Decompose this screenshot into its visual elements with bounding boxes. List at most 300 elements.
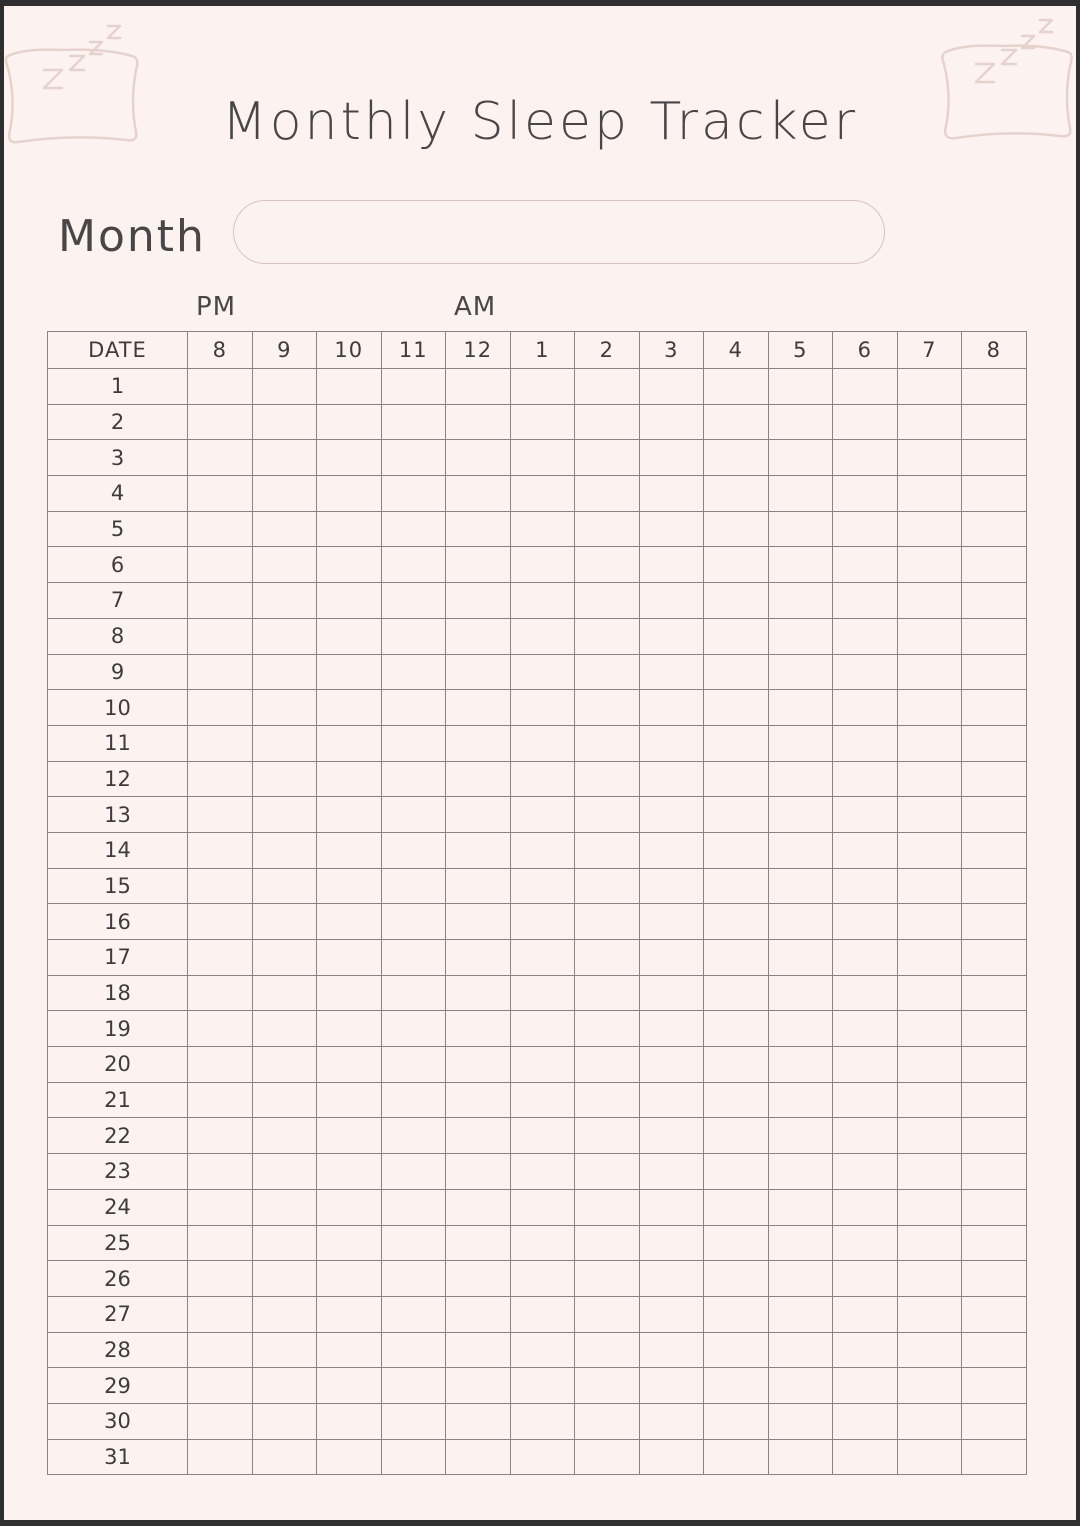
sleep-hour-cell[interactable] [252,1261,317,1297]
sleep-hour-cell[interactable] [317,1189,382,1225]
sleep-hour-cell[interactable] [252,725,317,761]
sleep-hour-cell[interactable] [833,1082,898,1118]
sleep-hour-cell[interactable] [962,1047,1027,1083]
sleep-hour-cell[interactable] [510,725,575,761]
sleep-hour-cell[interactable] [962,1332,1027,1368]
sleep-hour-cell[interactable] [704,654,769,690]
sleep-hour-cell[interactable] [704,1118,769,1154]
sleep-hour-cell[interactable] [704,511,769,547]
sleep-hour-cell[interactable] [188,583,253,619]
sleep-hour-cell[interactable] [768,1225,833,1261]
sleep-hour-cell[interactable] [381,1047,446,1083]
sleep-hour-cell[interactable] [897,654,962,690]
sleep-hour-cell[interactable] [381,1403,446,1439]
sleep-hour-cell[interactable] [639,1368,704,1404]
sleep-hour-cell[interactable] [962,1225,1027,1261]
sleep-hour-cell[interactable] [962,690,1027,726]
sleep-hour-cell[interactable] [446,940,511,976]
sleep-hour-cell[interactable] [381,440,446,476]
sleep-hour-cell[interactable] [639,1439,704,1475]
sleep-hour-cell[interactable] [446,868,511,904]
sleep-hour-cell[interactable] [510,583,575,619]
sleep-hour-cell[interactable] [317,1403,382,1439]
sleep-hour-cell[interactable] [768,511,833,547]
sleep-hour-cell[interactable] [897,547,962,583]
sleep-hour-cell[interactable] [833,761,898,797]
sleep-hour-cell[interactable] [833,654,898,690]
sleep-hour-cell[interactable] [639,618,704,654]
sleep-hour-cell[interactable] [510,1118,575,1154]
sleep-hour-cell[interactable] [381,618,446,654]
sleep-hour-cell[interactable] [575,832,640,868]
sleep-hour-cell[interactable] [962,1118,1027,1154]
sleep-hour-cell[interactable] [252,904,317,940]
sleep-hour-cell[interactable] [317,940,382,976]
sleep-hour-cell[interactable] [639,1011,704,1047]
sleep-hour-cell[interactable] [575,1296,640,1332]
sleep-hour-cell[interactable] [639,440,704,476]
sleep-hour-cell[interactable] [639,1296,704,1332]
sleep-hour-cell[interactable] [188,797,253,833]
sleep-hour-cell[interactable] [317,1047,382,1083]
sleep-hour-cell[interactable] [510,1011,575,1047]
sleep-hour-cell[interactable] [317,868,382,904]
sleep-hour-cell[interactable] [833,904,898,940]
sleep-hour-cell[interactable] [768,940,833,976]
sleep-hour-cell[interactable] [381,1296,446,1332]
sleep-hour-cell[interactable] [252,404,317,440]
sleep-hour-cell[interactable] [575,868,640,904]
sleep-hour-cell[interactable] [381,725,446,761]
sleep-hour-cell[interactable] [252,1189,317,1225]
sleep-hour-cell[interactable] [446,1047,511,1083]
sleep-hour-cell[interactable] [768,1082,833,1118]
sleep-hour-cell[interactable] [317,725,382,761]
sleep-hour-cell[interactable] [188,654,253,690]
sleep-hour-cell[interactable] [317,904,382,940]
sleep-hour-cell[interactable] [188,1403,253,1439]
sleep-hour-cell[interactable] [962,654,1027,690]
sleep-hour-cell[interactable] [639,404,704,440]
sleep-hour-cell[interactable] [962,725,1027,761]
sleep-hour-cell[interactable] [317,1154,382,1190]
sleep-hour-cell[interactable] [510,476,575,512]
sleep-hour-cell[interactable] [768,904,833,940]
sleep-hour-cell[interactable] [446,583,511,619]
sleep-hour-cell[interactable] [768,618,833,654]
sleep-hour-cell[interactable] [381,690,446,726]
month-input[interactable] [233,200,885,264]
sleep-hour-cell[interactable] [704,725,769,761]
sleep-hour-cell[interactable] [510,761,575,797]
sleep-hour-cell[interactable] [639,940,704,976]
sleep-hour-cell[interactable] [897,725,962,761]
sleep-hour-cell[interactable] [833,1439,898,1475]
sleep-hour-cell[interactable] [446,1332,511,1368]
sleep-hour-cell[interactable] [510,690,575,726]
sleep-hour-cell[interactable] [897,1368,962,1404]
sleep-hour-cell[interactable] [381,975,446,1011]
sleep-hour-cell[interactable] [381,511,446,547]
sleep-hour-cell[interactable] [381,1332,446,1368]
sleep-hour-cell[interactable] [962,618,1027,654]
sleep-hour-cell[interactable] [704,1011,769,1047]
sleep-hour-cell[interactable] [962,547,1027,583]
sleep-hour-cell[interactable] [446,369,511,405]
sleep-hour-cell[interactable] [575,1154,640,1190]
sleep-hour-cell[interactable] [317,440,382,476]
sleep-hour-cell[interactable] [962,511,1027,547]
sleep-hour-cell[interactable] [704,1082,769,1118]
sleep-hour-cell[interactable] [962,1296,1027,1332]
sleep-hour-cell[interactable] [962,797,1027,833]
sleep-hour-cell[interactable] [962,1368,1027,1404]
sleep-hour-cell[interactable] [962,1439,1027,1475]
sleep-hour-cell[interactable] [510,547,575,583]
sleep-hour-cell[interactable] [897,1332,962,1368]
sleep-hour-cell[interactable] [704,868,769,904]
sleep-hour-cell[interactable] [252,1047,317,1083]
sleep-hour-cell[interactable] [704,761,769,797]
sleep-hour-cell[interactable] [833,369,898,405]
sleep-hour-cell[interactable] [510,797,575,833]
sleep-hour-cell[interactable] [833,547,898,583]
sleep-hour-cell[interactable] [639,369,704,405]
sleep-hour-cell[interactable] [704,547,769,583]
sleep-hour-cell[interactable] [833,511,898,547]
sleep-hour-cell[interactable] [704,1261,769,1297]
sleep-hour-cell[interactable] [575,1118,640,1154]
sleep-hour-cell[interactable] [897,1403,962,1439]
sleep-hour-cell[interactable] [704,975,769,1011]
sleep-hour-cell[interactable] [897,1118,962,1154]
sleep-hour-cell[interactable] [704,1296,769,1332]
sleep-hour-cell[interactable] [188,975,253,1011]
sleep-hour-cell[interactable] [639,511,704,547]
sleep-hour-cell[interactable] [962,440,1027,476]
sleep-hour-cell[interactable] [639,725,704,761]
sleep-hour-cell[interactable] [446,1261,511,1297]
sleep-hour-cell[interactable] [510,1368,575,1404]
sleep-hour-cell[interactable] [833,583,898,619]
sleep-hour-cell[interactable] [381,1225,446,1261]
sleep-hour-cell[interactable] [317,975,382,1011]
sleep-hour-cell[interactable] [897,476,962,512]
sleep-hour-cell[interactable] [768,725,833,761]
sleep-hour-cell[interactable] [317,832,382,868]
sleep-hour-cell[interactable] [704,1225,769,1261]
sleep-hour-cell[interactable] [897,1189,962,1225]
sleep-hour-cell[interactable] [639,904,704,940]
sleep-hour-cell[interactable] [833,725,898,761]
sleep-hour-cell[interactable] [381,369,446,405]
sleep-hour-cell[interactable] [188,369,253,405]
sleep-hour-cell[interactable] [897,618,962,654]
sleep-hour-cell[interactable] [897,1261,962,1297]
sleep-hour-cell[interactable] [704,404,769,440]
sleep-hour-cell[interactable] [446,725,511,761]
sleep-hour-cell[interactable] [381,1261,446,1297]
sleep-hour-cell[interactable] [639,583,704,619]
sleep-hour-cell[interactable] [768,797,833,833]
sleep-hour-cell[interactable] [510,511,575,547]
sleep-hour-cell[interactable] [833,1332,898,1368]
sleep-hour-cell[interactable] [639,547,704,583]
sleep-hour-cell[interactable] [575,1439,640,1475]
sleep-hour-cell[interactable] [768,654,833,690]
sleep-hour-cell[interactable] [962,761,1027,797]
sleep-hour-cell[interactable] [446,1082,511,1118]
sleep-hour-cell[interactable] [252,1368,317,1404]
sleep-hour-cell[interactable] [252,1154,317,1190]
sleep-hour-cell[interactable] [639,1047,704,1083]
sleep-hour-cell[interactable] [575,1189,640,1225]
sleep-hour-cell[interactable] [768,761,833,797]
sleep-hour-cell[interactable] [252,583,317,619]
sleep-hour-cell[interactable] [704,940,769,976]
sleep-hour-cell[interactable] [833,1368,898,1404]
sleep-hour-cell[interactable] [381,832,446,868]
sleep-hour-cell[interactable] [446,1154,511,1190]
sleep-hour-cell[interactable] [962,1082,1027,1118]
sleep-hour-cell[interactable] [188,1225,253,1261]
sleep-hour-cell[interactable] [317,1296,382,1332]
sleep-hour-cell[interactable] [639,1261,704,1297]
sleep-hour-cell[interactable] [510,975,575,1011]
sleep-hour-cell[interactable] [962,404,1027,440]
sleep-hour-cell[interactable] [446,904,511,940]
sleep-hour-cell[interactable] [575,369,640,405]
sleep-hour-cell[interactable] [833,1047,898,1083]
sleep-hour-cell[interactable] [252,761,317,797]
sleep-hour-cell[interactable] [252,1225,317,1261]
sleep-hour-cell[interactable] [317,761,382,797]
sleep-hour-cell[interactable] [704,1047,769,1083]
sleep-hour-cell[interactable] [446,1403,511,1439]
sleep-hour-cell[interactable] [833,1261,898,1297]
sleep-hour-cell[interactable] [639,1332,704,1368]
sleep-hour-cell[interactable] [252,797,317,833]
sleep-hour-cell[interactable] [833,1189,898,1225]
sleep-hour-cell[interactable] [768,1439,833,1475]
sleep-hour-cell[interactable] [188,1047,253,1083]
sleep-hour-cell[interactable] [704,1403,769,1439]
sleep-hour-cell[interactable] [897,1296,962,1332]
sleep-hour-cell[interactable] [381,761,446,797]
sleep-hour-cell[interactable] [833,1011,898,1047]
sleep-hour-cell[interactable] [833,868,898,904]
sleep-hour-cell[interactable] [768,868,833,904]
sleep-hour-cell[interactable] [575,440,640,476]
sleep-hour-cell[interactable] [897,404,962,440]
sleep-hour-cell[interactable] [381,1368,446,1404]
sleep-hour-cell[interactable] [704,440,769,476]
sleep-hour-cell[interactable] [188,1296,253,1332]
sleep-hour-cell[interactable] [446,404,511,440]
sleep-hour-cell[interactable] [768,1154,833,1190]
sleep-hour-cell[interactable] [446,654,511,690]
sleep-hour-cell[interactable] [897,1082,962,1118]
sleep-hour-cell[interactable] [252,940,317,976]
sleep-hour-cell[interactable] [188,1082,253,1118]
sleep-hour-cell[interactable] [575,618,640,654]
sleep-hour-cell[interactable] [252,476,317,512]
sleep-hour-cell[interactable] [317,369,382,405]
sleep-hour-cell[interactable] [188,1189,253,1225]
sleep-hour-cell[interactable] [446,1439,511,1475]
sleep-hour-cell[interactable] [317,511,382,547]
sleep-hour-cell[interactable] [188,904,253,940]
sleep-hour-cell[interactable] [897,1011,962,1047]
sleep-hour-cell[interactable] [768,404,833,440]
sleep-hour-cell[interactable] [317,476,382,512]
sleep-hour-cell[interactable] [962,904,1027,940]
sleep-hour-cell[interactable] [510,940,575,976]
sleep-hour-cell[interactable] [381,654,446,690]
sleep-hour-cell[interactable] [446,975,511,1011]
sleep-hour-cell[interactable] [188,404,253,440]
sleep-hour-cell[interactable] [446,547,511,583]
sleep-hour-cell[interactable] [897,690,962,726]
sleep-hour-cell[interactable] [317,1368,382,1404]
sleep-hour-cell[interactable] [833,1403,898,1439]
sleep-hour-cell[interactable] [575,583,640,619]
sleep-hour-cell[interactable] [317,1118,382,1154]
sleep-hour-cell[interactable] [381,583,446,619]
sleep-hour-cell[interactable] [833,1118,898,1154]
sleep-hour-cell[interactable] [317,1082,382,1118]
sleep-hour-cell[interactable] [188,440,253,476]
sleep-hour-cell[interactable] [252,440,317,476]
sleep-hour-cell[interactable] [639,868,704,904]
sleep-hour-cell[interactable] [510,618,575,654]
sleep-hour-cell[interactable] [639,1225,704,1261]
sleep-hour-cell[interactable] [897,1225,962,1261]
sleep-hour-cell[interactable] [252,868,317,904]
sleep-hour-cell[interactable] [381,547,446,583]
sleep-hour-cell[interactable] [381,904,446,940]
sleep-hour-cell[interactable] [575,1011,640,1047]
sleep-hour-cell[interactable] [639,654,704,690]
sleep-hour-cell[interactable] [768,476,833,512]
sleep-hour-cell[interactable] [897,761,962,797]
sleep-hour-cell[interactable] [188,940,253,976]
sleep-hour-cell[interactable] [510,1296,575,1332]
sleep-hour-cell[interactable] [768,1368,833,1404]
sleep-hour-cell[interactable] [446,1296,511,1332]
sleep-hour-cell[interactable] [639,1403,704,1439]
sleep-hour-cell[interactable] [768,832,833,868]
sleep-hour-cell[interactable] [381,940,446,976]
sleep-hour-cell[interactable] [446,761,511,797]
sleep-hour-cell[interactable] [252,369,317,405]
sleep-hour-cell[interactable] [510,1189,575,1225]
sleep-hour-cell[interactable] [833,404,898,440]
sleep-hour-cell[interactable] [317,1011,382,1047]
sleep-hour-cell[interactable] [704,369,769,405]
sleep-hour-cell[interactable] [575,690,640,726]
sleep-hour-cell[interactable] [510,440,575,476]
sleep-hour-cell[interactable] [188,868,253,904]
sleep-hour-cell[interactable] [381,476,446,512]
sleep-hour-cell[interactable] [897,1154,962,1190]
sleep-hour-cell[interactable] [704,797,769,833]
sleep-hour-cell[interactable] [252,975,317,1011]
sleep-hour-cell[interactable] [188,690,253,726]
sleep-hour-cell[interactable] [962,369,1027,405]
sleep-hour-cell[interactable] [768,583,833,619]
sleep-hour-cell[interactable] [575,654,640,690]
sleep-hour-cell[interactable] [575,1082,640,1118]
sleep-hour-cell[interactable] [639,761,704,797]
sleep-hour-cell[interactable] [768,1296,833,1332]
sleep-hour-cell[interactable] [897,940,962,976]
sleep-hour-cell[interactable] [446,690,511,726]
sleep-hour-cell[interactable] [704,583,769,619]
sleep-hour-cell[interactable] [188,761,253,797]
sleep-hour-cell[interactable] [252,654,317,690]
sleep-hour-cell[interactable] [833,476,898,512]
sleep-hour-cell[interactable] [252,547,317,583]
sleep-hour-cell[interactable] [575,940,640,976]
sleep-hour-cell[interactable] [833,440,898,476]
sleep-hour-cell[interactable] [510,1439,575,1475]
sleep-hour-cell[interactable] [575,1403,640,1439]
sleep-hour-cell[interactable] [962,1011,1027,1047]
sleep-hour-cell[interactable] [252,618,317,654]
sleep-hour-cell[interactable] [897,440,962,476]
sleep-hour-cell[interactable] [510,1403,575,1439]
sleep-hour-cell[interactable] [833,618,898,654]
sleep-hour-cell[interactable] [833,832,898,868]
sleep-hour-cell[interactable] [962,1403,1027,1439]
sleep-hour-cell[interactable] [704,1189,769,1225]
sleep-hour-cell[interactable] [252,1082,317,1118]
sleep-hour-cell[interactable] [704,1154,769,1190]
sleep-hour-cell[interactable] [897,583,962,619]
sleep-hour-cell[interactable] [704,476,769,512]
sleep-hour-cell[interactable] [381,1011,446,1047]
sleep-hour-cell[interactable] [768,1403,833,1439]
sleep-hour-cell[interactable] [768,1011,833,1047]
sleep-hour-cell[interactable] [962,832,1027,868]
sleep-hour-cell[interactable] [252,690,317,726]
sleep-hour-cell[interactable] [704,1439,769,1475]
sleep-hour-cell[interactable] [897,511,962,547]
sleep-hour-cell[interactable] [897,868,962,904]
sleep-hour-cell[interactable] [317,618,382,654]
sleep-hour-cell[interactable] [446,618,511,654]
sleep-hour-cell[interactable] [768,975,833,1011]
sleep-hour-cell[interactable] [962,583,1027,619]
sleep-hour-cell[interactable] [317,404,382,440]
sleep-hour-cell[interactable] [510,1154,575,1190]
sleep-hour-cell[interactable] [188,1118,253,1154]
sleep-hour-cell[interactable] [962,940,1027,976]
sleep-hour-cell[interactable] [575,404,640,440]
sleep-hour-cell[interactable] [381,1154,446,1190]
sleep-hour-cell[interactable] [833,1296,898,1332]
sleep-hour-cell[interactable] [446,797,511,833]
sleep-hour-cell[interactable] [639,797,704,833]
sleep-hour-cell[interactable] [639,1082,704,1118]
sleep-hour-cell[interactable] [252,1439,317,1475]
sleep-hour-cell[interactable] [252,511,317,547]
sleep-hour-cell[interactable] [188,618,253,654]
sleep-hour-cell[interactable] [381,1189,446,1225]
sleep-hour-cell[interactable] [446,476,511,512]
sleep-hour-cell[interactable] [510,404,575,440]
